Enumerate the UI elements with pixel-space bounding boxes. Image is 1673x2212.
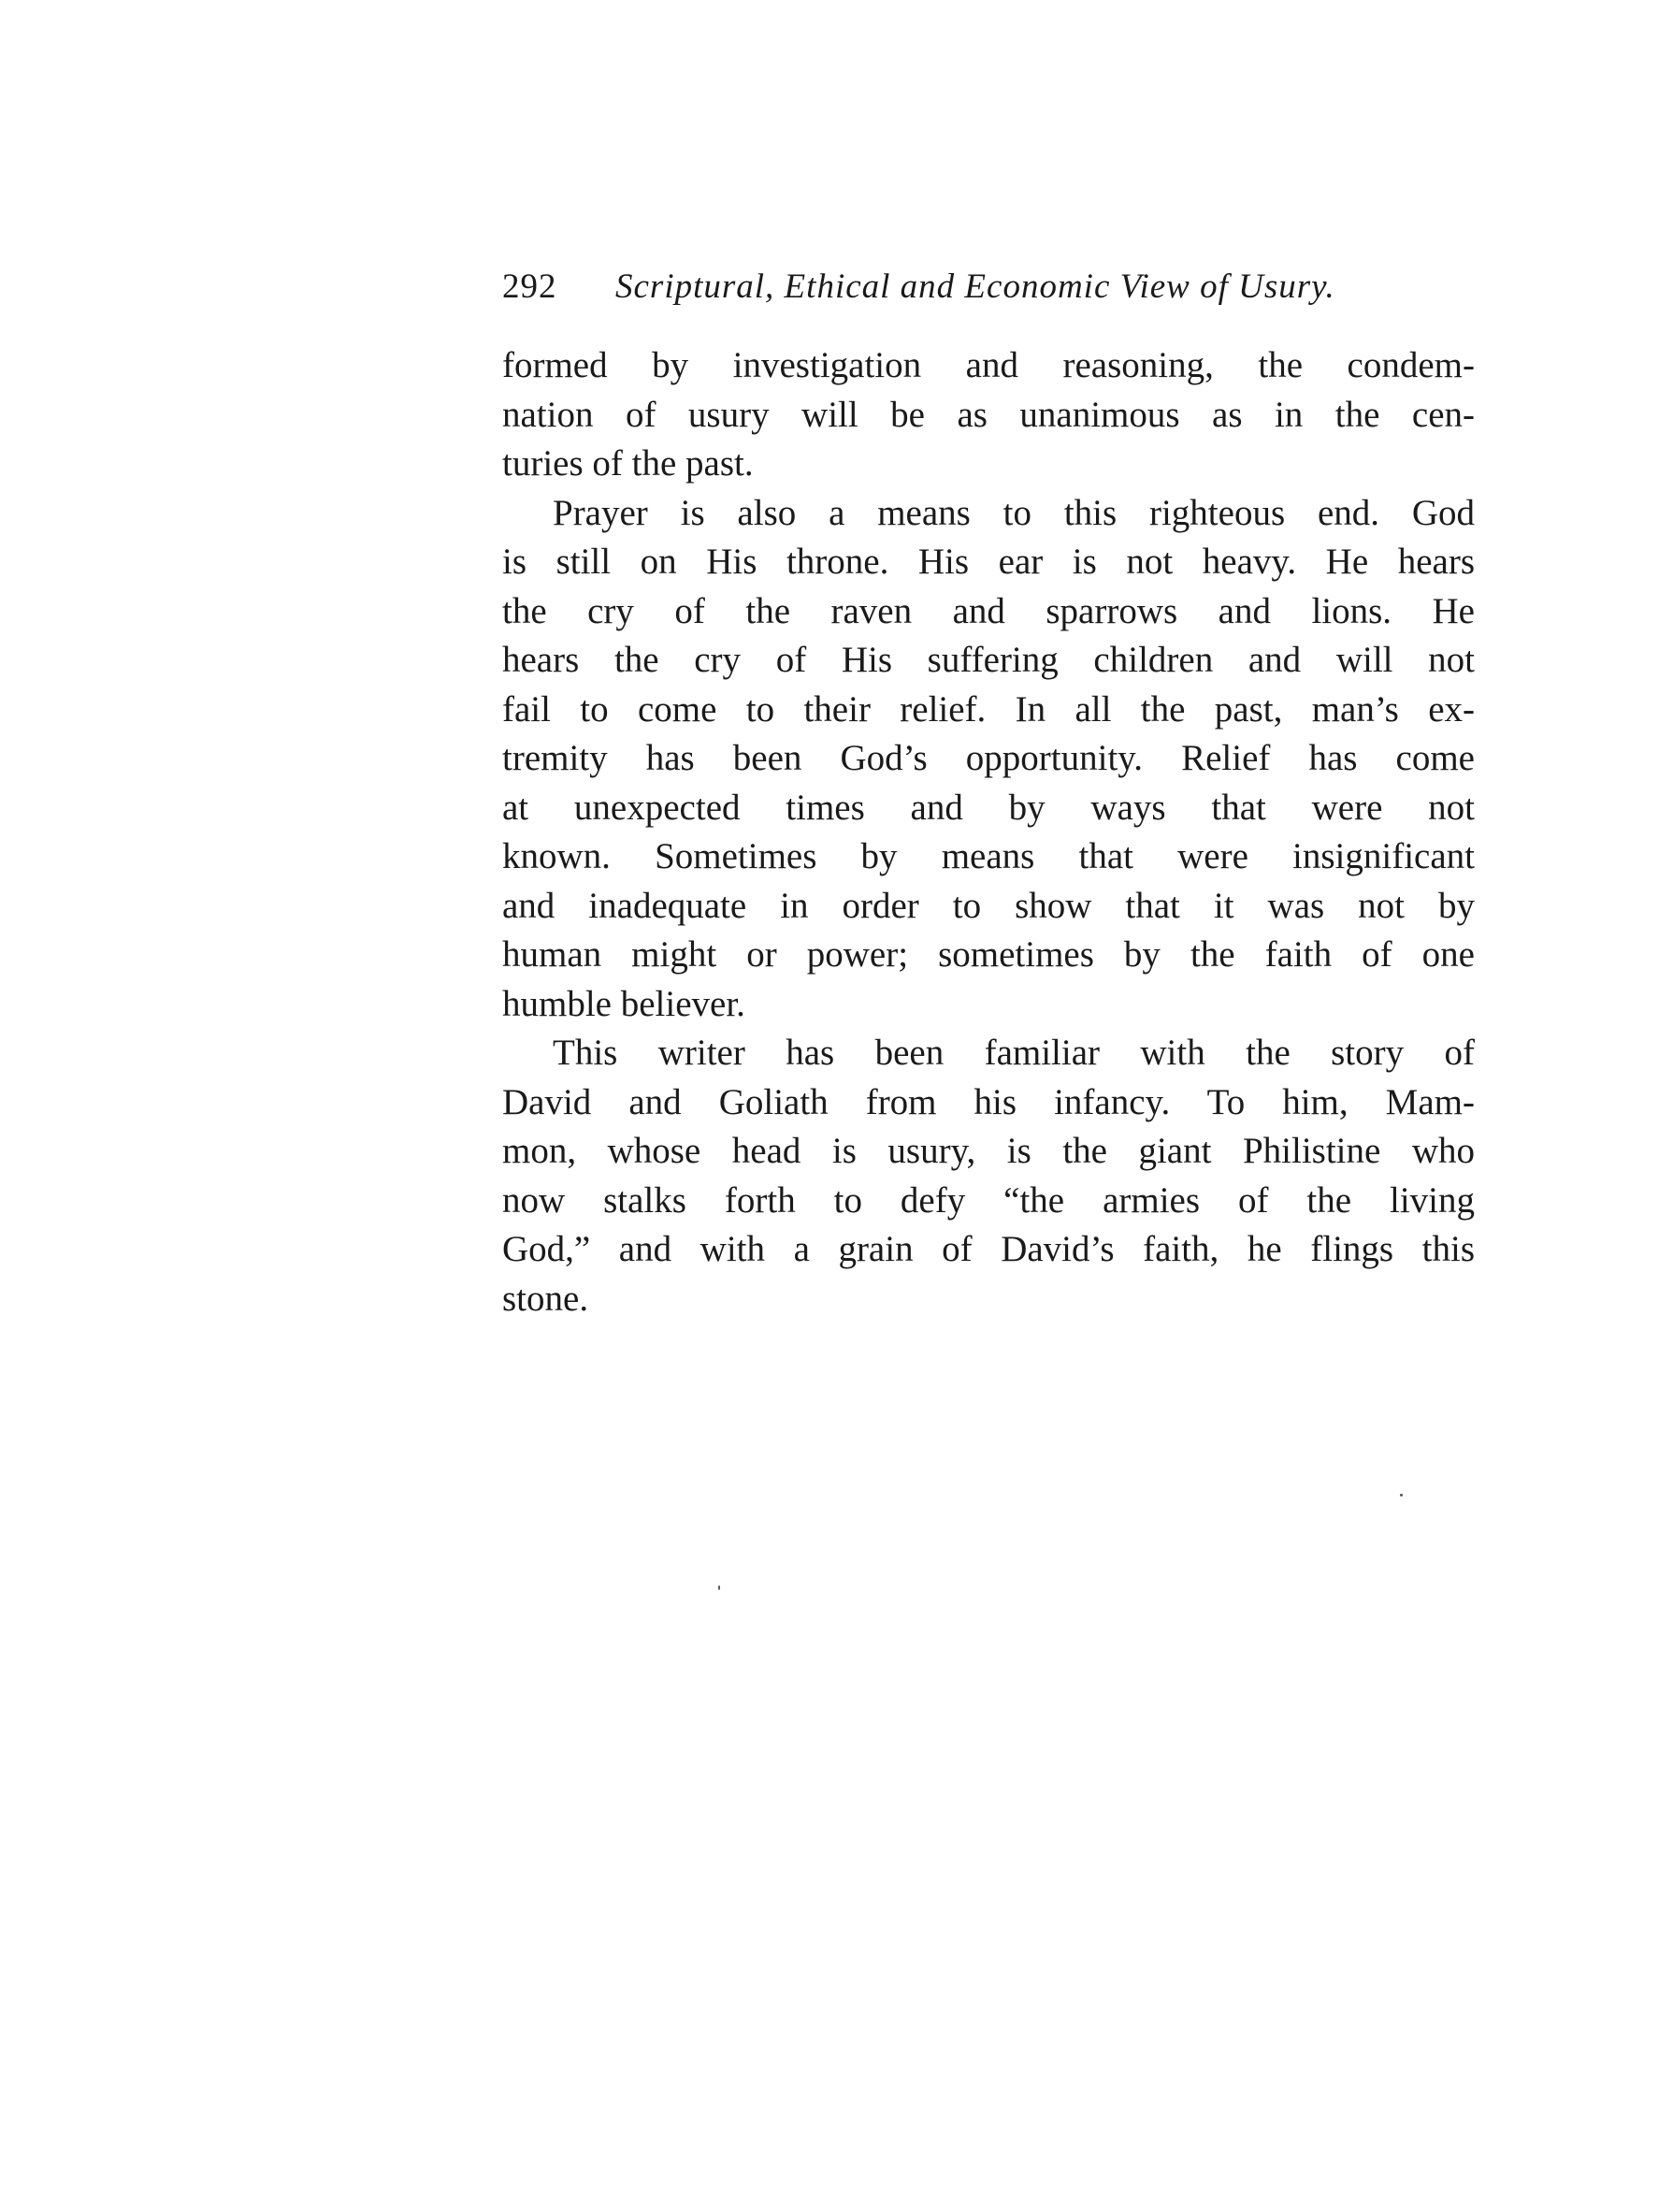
paragraph-prayer xyxy=(502,489,1475,1030)
text-line: fail to come to their relief. In all the past, man’s ex- xyxy=(502,688,1475,730)
text-line: is still on His throne. His ear is not heavy. He hears xyxy=(502,542,1475,582)
scan-speck xyxy=(718,1585,720,1590)
text-line: Prayer is also a means to this righteous end. God xyxy=(553,492,1475,533)
text-line: and inadequate in order to show that it was not by xyxy=(502,885,1475,926)
text-line: human might or power; sometimes by the faith of one xyxy=(502,934,1475,975)
running-title: Scriptural, Ethical and Economic View of Usury. xyxy=(615,267,1335,306)
text-line: tremity has been God’s opportunity. Relief has come xyxy=(502,738,1475,778)
body-text xyxy=(502,341,1475,1323)
text-line: at unexpected times and by ways that were not xyxy=(502,787,1475,828)
scan-speck xyxy=(1400,1494,1403,1496)
text-line: This writer has been familiar with the story of xyxy=(553,1033,1475,1073)
text-line: turies of the past. xyxy=(502,443,754,484)
text-line: now stalks forth to defy “the armies of the living xyxy=(502,1179,1475,1221)
running-head xyxy=(502,264,1475,311)
text-line: mon, whose head is usury, is the giant Philistine who xyxy=(502,1131,1475,1171)
text-line: God,” and with a grain of David’s faith, he flings this xyxy=(502,1229,1475,1269)
page-number: 292 xyxy=(502,267,557,306)
paragraph-continuation xyxy=(502,341,1475,489)
text-line: David and Goliath from his infancy. To him, Mam- xyxy=(502,1081,1475,1122)
text-line: hears the cry of His suffering children and will not xyxy=(502,640,1475,680)
text-line: the cry of the raven and sparrows and lions. He xyxy=(502,590,1475,631)
text-line: humble believer. xyxy=(502,983,745,1024)
paragraph-david-goliath xyxy=(502,1029,1475,1323)
text-line: nation of usury will be as unanimous as in the cen- xyxy=(502,394,1475,435)
text-line: stone. xyxy=(502,1278,589,1319)
text-line: formed by investigation and reasoning, the condem- xyxy=(502,345,1475,385)
text-line: known. Sometimes by means that were insignificant xyxy=(502,836,1475,876)
